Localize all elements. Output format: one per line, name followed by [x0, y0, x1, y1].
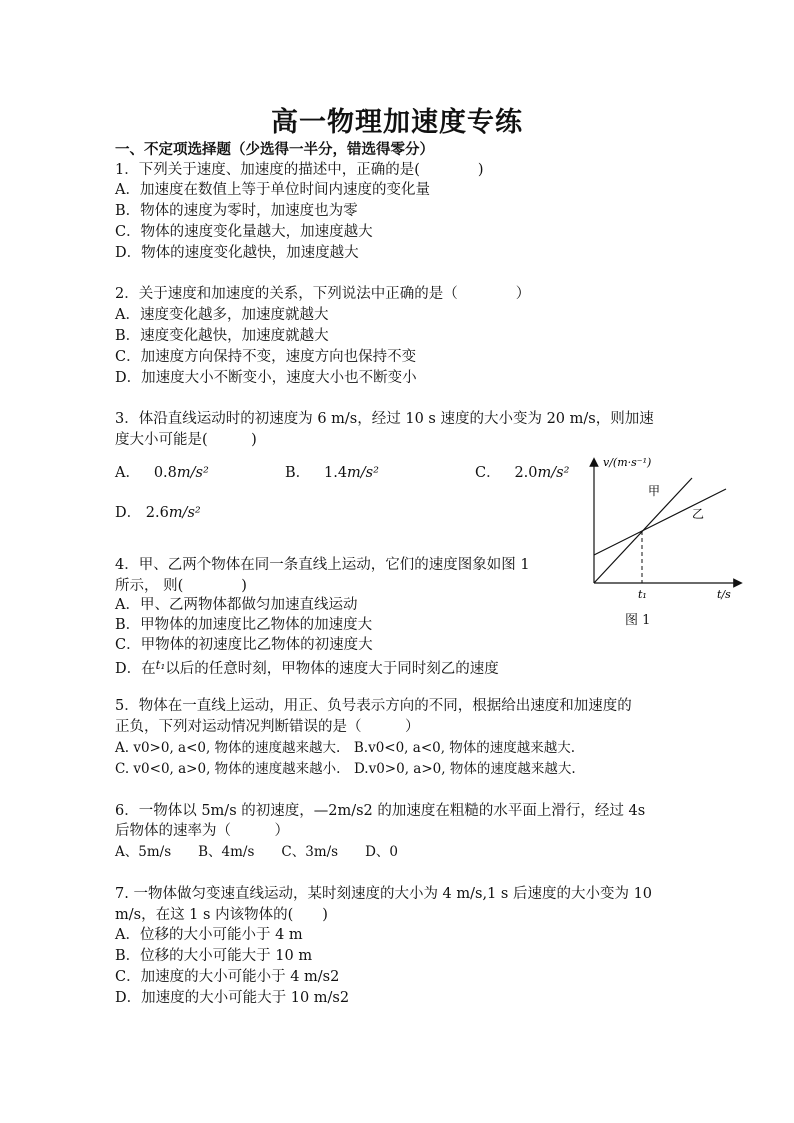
section-heading: 一、不定项选择题（少选得一半分，错选得零分） — [115, 141, 434, 158]
q6-options: A、5m/s B、4m/s C、3m/s D、0 — [115, 844, 399, 860]
q3-option-a — [115, 463, 209, 483]
q5-stem-line1: 5．物体在一直线上运动，用正、负号表示方向的不同，根据给出速度和加速度的 — [115, 698, 632, 714]
q1-option-d: D．物体的速度变化越快，加速度越大 — [115, 245, 359, 261]
q4-option-d-t1: t₁ — [155, 658, 166, 672]
q2-option-b: B．速度变化越快，加速度就越大 — [115, 328, 329, 344]
q2-option-d: D．加速度大小不断变小，速度大小也不断变小 — [115, 370, 417, 386]
q3-option-a-unit: m/s² — [176, 465, 209, 481]
q3-option-b-value: 1.4 — [323, 465, 348, 481]
q3-option-c-label: C． — [475, 465, 501, 481]
y-axis-label: v/(m·s⁻¹) — [603, 456, 652, 469]
q3-option-c-value: 2.0 — [514, 465, 538, 481]
q1-stem: 1．下列关于速度、加速度的描述中，正确的是( ) — [115, 162, 484, 178]
q4-option-d-prefix: D．在 — [115, 661, 156, 677]
line-jia-label: 甲 — [648, 484, 661, 498]
line-yi-label: 乙 — [692, 507, 705, 521]
q7-option-c: C．加速度的大小可能小于 4 m/s2 — [115, 969, 340, 985]
t1-label: t₁ — [638, 588, 647, 601]
q4-option-d — [115, 655, 499, 679]
figure-1 — [586, 452, 746, 606]
q4-stem-line2: 所示， 则( ) — [115, 578, 247, 594]
q3-option-d-value: 2.6 — [145, 505, 169, 521]
q3-option-b-label: B． — [285, 465, 311, 481]
q5-options-line2: C. v0<0, a>0, 物体的速度越来越小. D.v0>0, a>0, 物体的速度越来越大. — [115, 761, 576, 777]
q7-option-a: A．位移的大小可能小于 4 m — [115, 927, 303, 943]
q4-option-a: A．甲、乙两物体都做匀加速直线运动 — [115, 597, 358, 613]
q1-option-a: A．加速度在数值上等于单位时间内速度的变化量 — [115, 182, 430, 198]
q3-stem-line1: 3．体沿直线运动时的初速度为 6 m/s，经过 10 s 速度的大小变为 20 m/s，则加速 — [115, 411, 654, 427]
q4-option-b: B．甲物体的加速度比乙物体的加速度大 — [115, 617, 373, 633]
q5-stem-line2: 正负，下列对运动情况判断错误的是（ ） — [115, 719, 420, 735]
q3-option-b — [285, 463, 379, 483]
q5-options-line1: A. v0>0, a<0, 物体的速度越来越大. B.v0<0, a<0, 物体的速度越来越大. — [115, 740, 576, 756]
q7-option-d: D．加速度的大小可能大于 10 m/s2 — [115, 990, 350, 1006]
q6-stem-line1: 6．一物体以 5m/s 的初速度，—2m/s2 的加速度在粗糙的水平面上滑行，经过 4s — [115, 803, 646, 819]
x-axis-label: t/s — [717, 588, 731, 601]
q3-option-c-unit: m/s² — [537, 465, 570, 481]
q3-option-d-unit: m/s² — [168, 505, 201, 521]
q3-option-d-label: D． — [115, 505, 142, 521]
q3-option-b-unit: m/s² — [347, 465, 379, 481]
q6-stem-line2: 后物体的速率为（ ） — [115, 823, 289, 839]
q3-option-a-value: 0.8 — [153, 465, 177, 481]
q2-option-c: C．加速度方向保持不变，速度方向也保持不变 — [115, 349, 417, 365]
q4-option-c: C．甲物体的初速度比乙物体的初速度大 — [115, 637, 373, 653]
q4-option-d-suffix: 以后的任意时刻，甲物体的速度大于同时刻乙的速度 — [165, 661, 499, 677]
q3-stem-line2: 度大小可能是( ) — [115, 432, 257, 448]
figure-1-graph — [586, 452, 746, 602]
q3-option-d — [115, 503, 201, 523]
q2-stem: 2．关于速度和加速度的关系，下列说法中正确的是（ ） — [115, 286, 531, 302]
q1-option-c: C．物体的速度变化量越大，加速度越大 — [115, 224, 373, 240]
q3-option-c — [475, 463, 569, 483]
q1-option-b: B．物体的速度为零时，加速度也为零 — [115, 203, 358, 219]
q7-option-b: B．位移的大小可能大于 10 m — [115, 948, 313, 964]
q4-stem-line1: 4．甲、乙两个物体在同一条直线上运动，它们的速度图象如图 1 — [115, 557, 530, 573]
q2-option-a: A．速度变化越多，加速度就越大 — [115, 307, 329, 323]
q3-option-a-label: A． — [115, 465, 140, 481]
line-yi — [594, 489, 726, 555]
q7-stem-line2: m/s，在这 1 s 内该物体的( ) — [115, 907, 328, 923]
page-title: 高一物理加速度专练 — [271, 107, 523, 138]
figure-1-caption: 图 1 — [625, 613, 651, 628]
q7-stem-line1: 7. 一物体做匀变速直线运动，某时刻速度的大小为 4 m/s,1 s 后速度的大小变为 10 — [115, 886, 653, 902]
